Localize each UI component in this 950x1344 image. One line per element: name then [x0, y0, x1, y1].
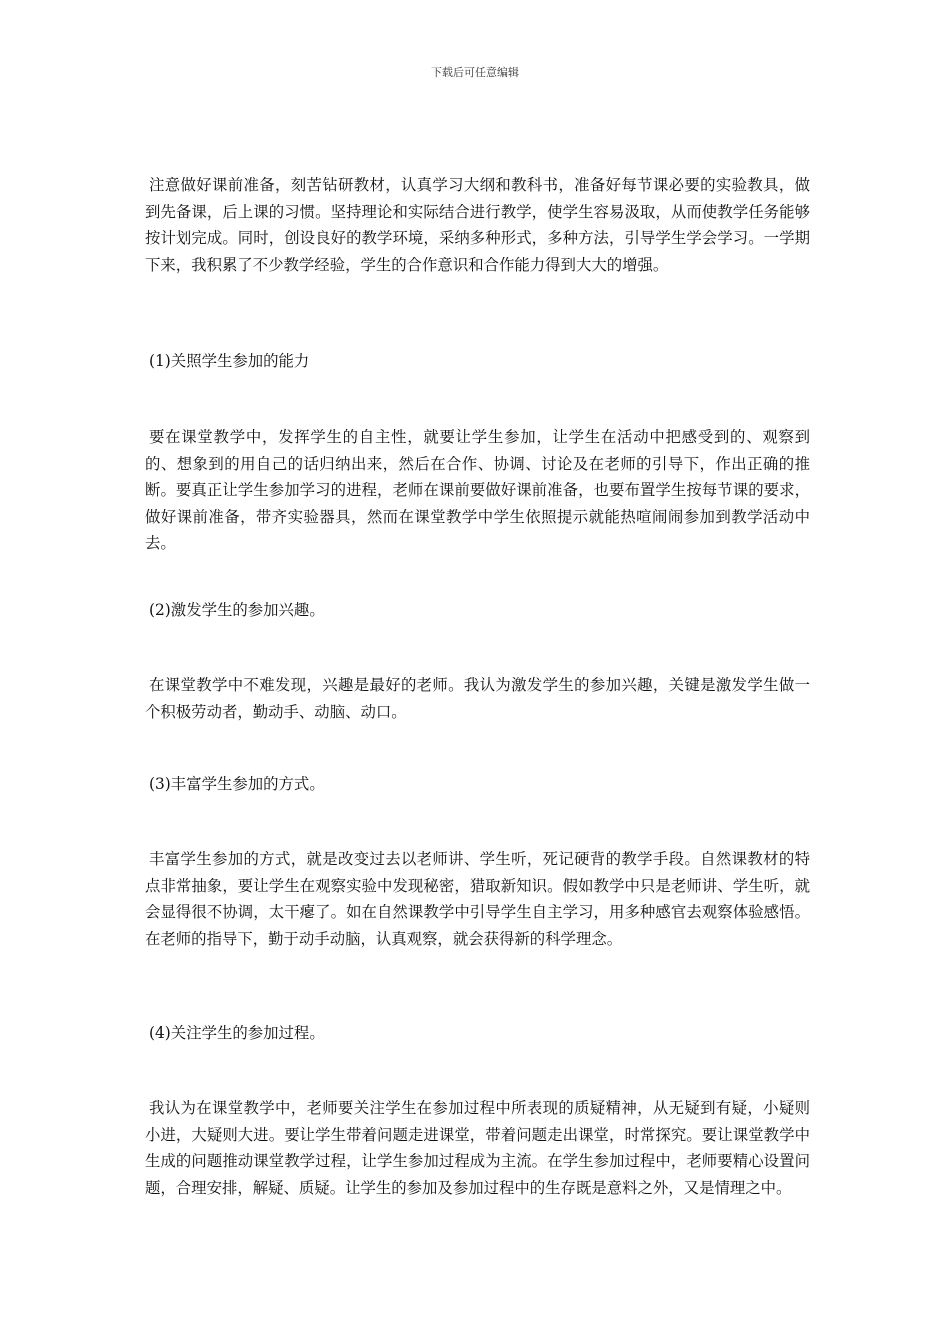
section-paragraph-3: 丰富学生参加的方式，就是改变过去以老师讲、学生听，死记硬背的教学手段。自然课教材的特点非常抽象，要让学生在观察实验中发现秘密，猎取新知识。假如教学中只是老师讲、学生听，就会显得很不协调，太干瘪了。如在自然课教学中引导学生自主学习，用多种感官去观察体验感悟。在老师的指导下，勤于动手动脑，认真观察，就会获得新的科学理念。	[145, 850, 810, 948]
section-heading-1: (1)关照学生参加的能力	[149, 352, 310, 370]
section-heading-2: (2)激发学生的参加兴趣。	[149, 601, 325, 619]
section-heading-4: (4)关注学生的参加过程。	[149, 1024, 325, 1042]
intro-paragraph: 注意做好课前准备，刻苦钻研教材，认真学习大纲和教科书，准备好每节课必要的实验教具，做到先备课，后上课的习惯。坚持理论和实际结合进行教学，使学生容易汲取，从而使教学任务能够按计划完成。同时，创设良好的教学环境，采纳多种形式，多种方法，引导学生学会学习。一学期下来，我积累了不少教学经验，学生的合作意识和合作能力得到大大的增强。	[145, 176, 810, 274]
section-paragraph-2: 在课堂教学中不难发现，兴趣是最好的老师。我认为激发学生的参加兴趣，关键是激发学生做一个积极劳动者，勤动手、动脑、动口。	[145, 676, 810, 721]
section-paragraph-1: 要在课堂教学中，发挥学生的自主性，就要让学生参加，让学生在活动中把感受到的、观察到的、想象到的用自己的话归纳出来，然后在合作、协调、讨论及在老师的引导下，作出正确的推断。要真正让学生参加学习的进程，老师在课前要做好课前准备，也要布置学生按每节课的要求，做好课前准备，带齐实验器具，然而在课堂教学中学生依照提示就能热喧闹闹参加到教学活动中去。	[145, 428, 810, 552]
section-paragraph-4: 我认为在课堂教学中，老师要关注学生在参加过程中所表现的质疑精神，从无疑到有疑，小疑则小进，大疑则大进。要让学生带着问题走进课堂，带着问题走出课堂，时常探究。要让课堂教学中生成的问题推动课堂教学过程，让学生参加过程成为主流。在学生参加过程中，老师要精心设置问题，合理安排，解疑、质疑。让学生的参加及参加过程中的生存既是意料之外，又是情理之中。	[145, 1099, 810, 1197]
section-heading-3: (3)丰富学生参加的方式。	[149, 775, 325, 793]
page-header: 下载后可任意编辑	[431, 66, 519, 79]
